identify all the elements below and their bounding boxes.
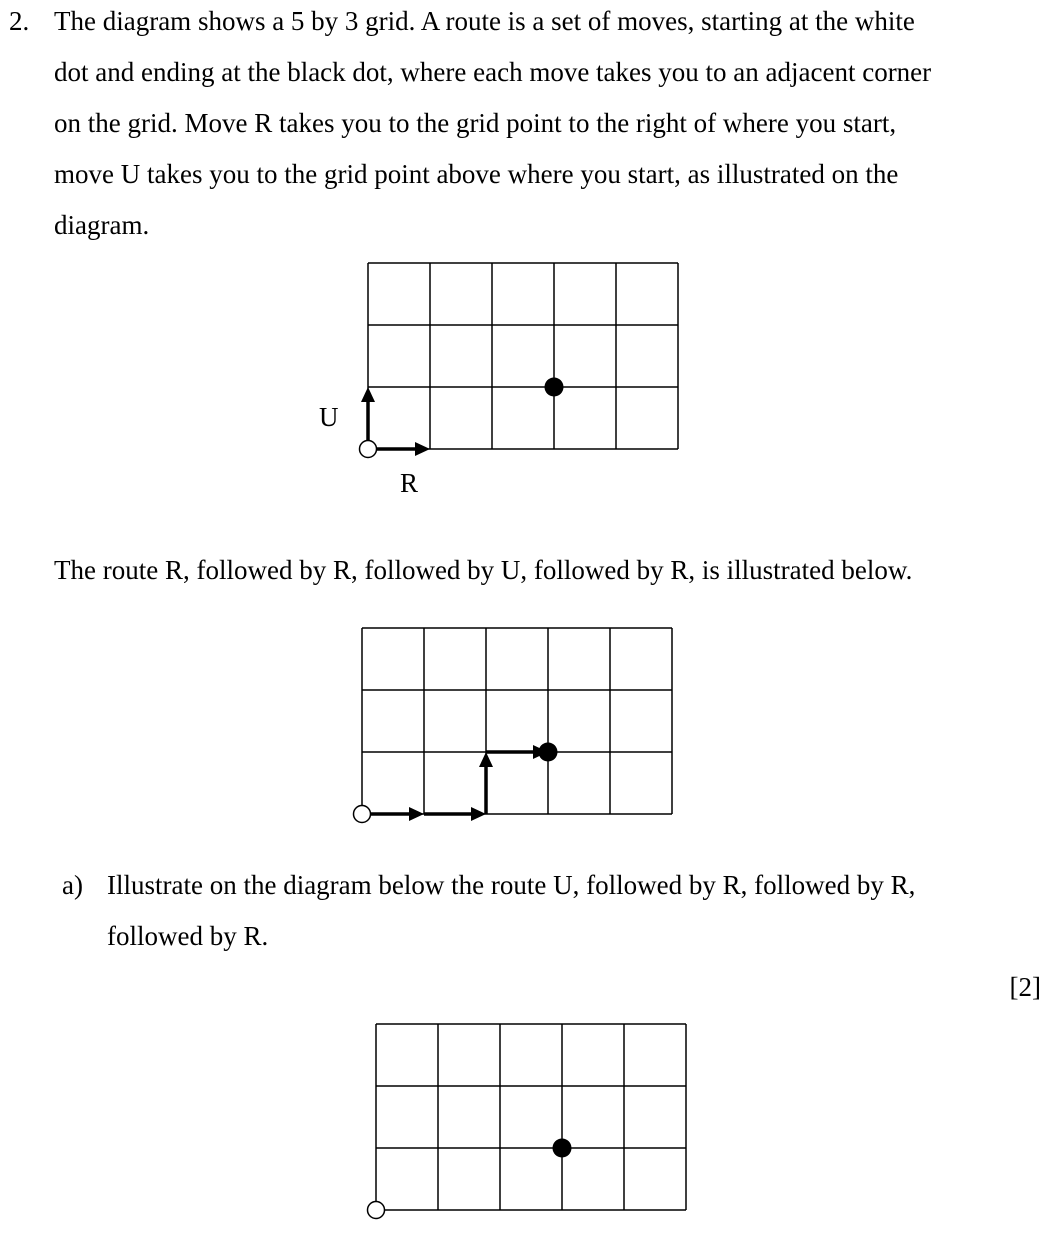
question-number: 2. [9, 6, 30, 36]
start-dot-white [368, 1202, 385, 1219]
intro-line: The diagram shows a 5 by 3 grid. A route is a set of moves, starting at the white [54, 6, 915, 36]
route-description: The route R, followed by R, followed by U, followed by R, is illustrated below. [54, 555, 913, 585]
intro-line: on the grid. Move R takes you to the grid point to the right of where you start, [54, 108, 897, 138]
end-dot-black [553, 1139, 572, 1158]
part-a-line: Illustrate on the diagram below the route U, followed by R, followed by R, [107, 870, 916, 900]
u-move-label: U [319, 402, 339, 432]
r-move-label: R [400, 468, 419, 498]
intro-line: move U takes you to the grid point above where you start, as illustrated on the [54, 159, 899, 189]
part-a-line: followed by R. [107, 921, 269, 951]
intro-line: diagram. [54, 210, 150, 240]
marks-badge: [2] [1009, 972, 1041, 1002]
intro-line: dot and ending at the black dot, where each move takes you to an adjacent corner [54, 57, 932, 87]
part-a-label: a) [62, 870, 83, 900]
